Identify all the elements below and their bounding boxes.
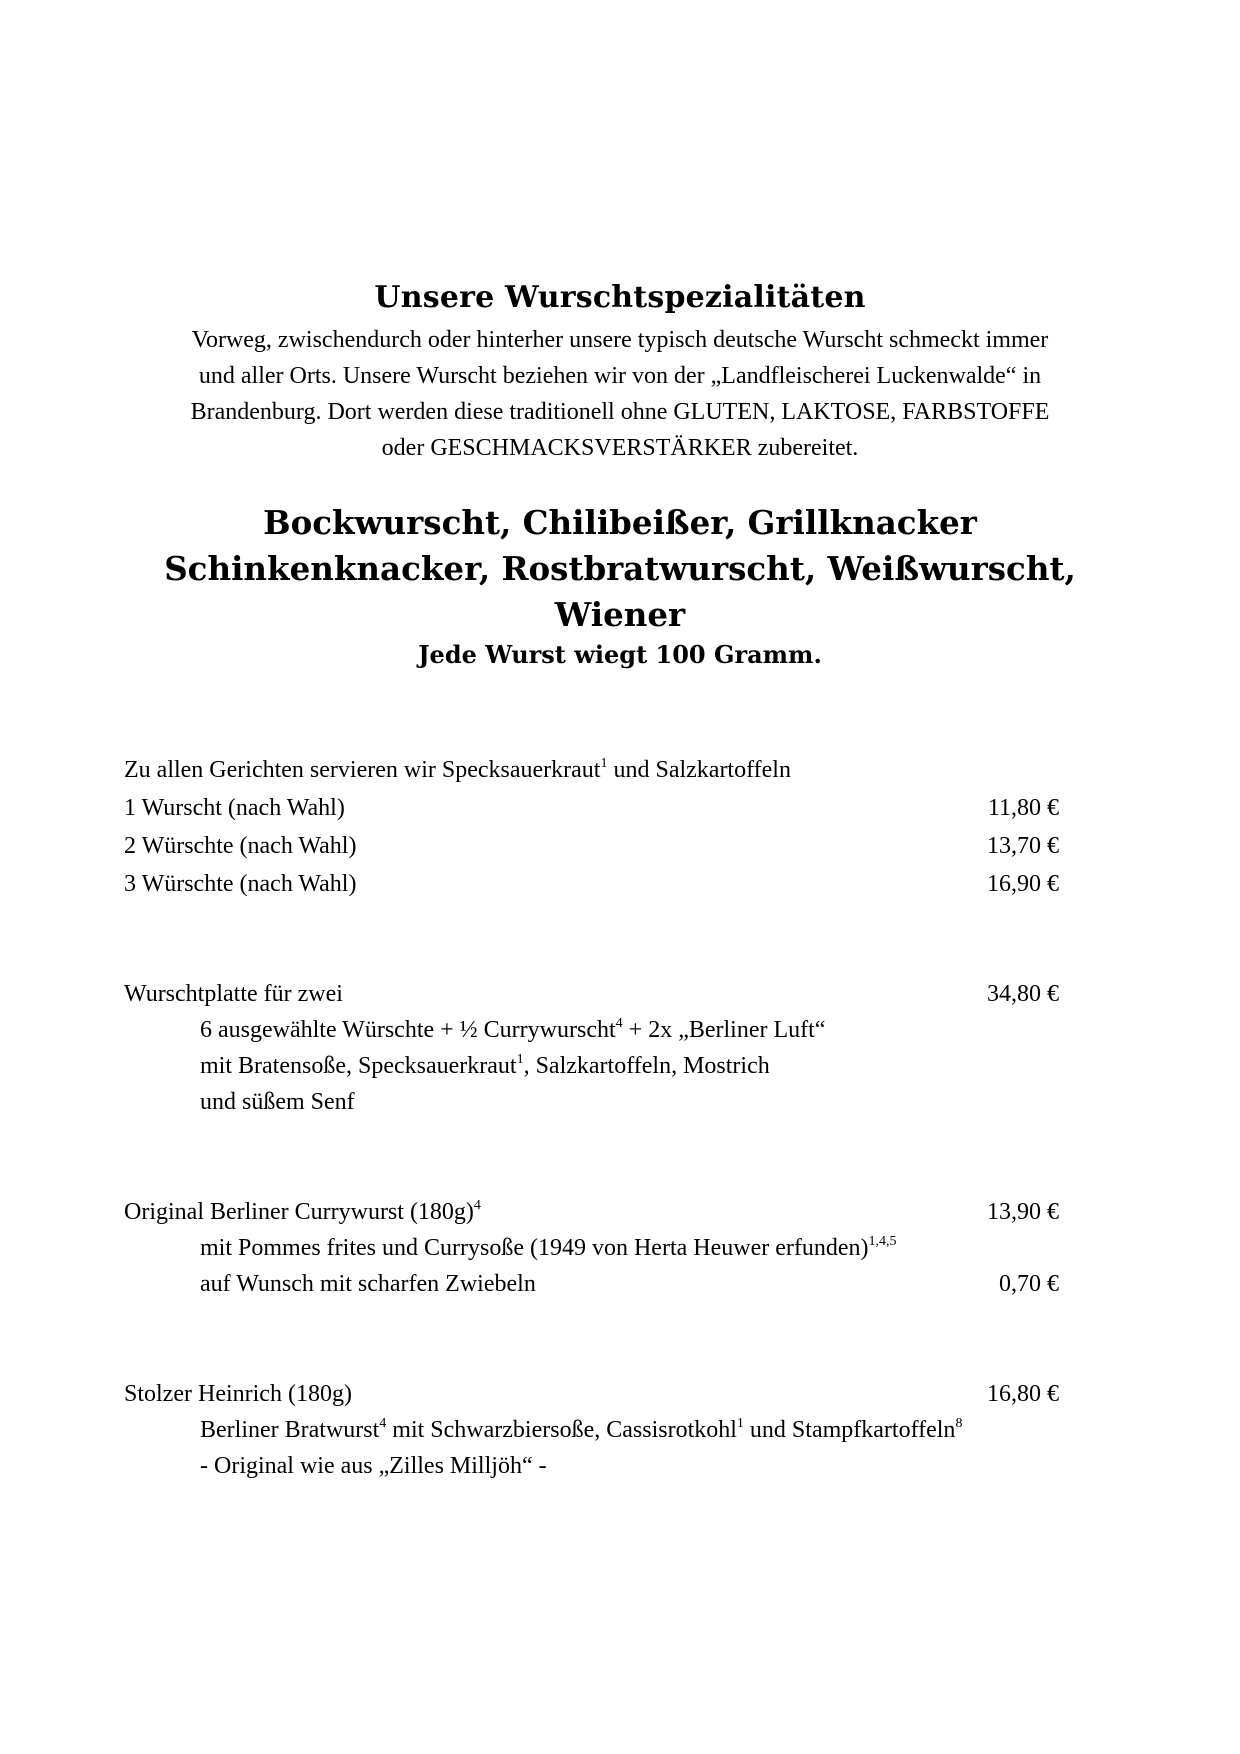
- item-description: mit Pommes frites und Currysoße (1949 von Herta Heuwer erfunden)$^{1,4,5}$: [200, 1234, 897, 1261]
- item-description: 6 ausgewählte Würschte + ½ Currywurscht$^4$ + 2x „Berliner Luft“: [200, 1016, 826, 1043]
- extra-label: auf Wunsch mit scharfen Zwiebeln: [200, 1271, 536, 1297]
- sausage-list: [0, 500, 1240, 638]
- item-label: Stolzer Heinrich (180g): [124, 1381, 352, 1407]
- intro-line: oder GESCHMACKSVERSTÄRKER zubereitet.: [381, 435, 859, 461]
- item-price: 13,90 €: [987, 1199, 1059, 1225]
- sausage-line: Schinkenknacker, Rostbratwurscht, Weißwurscht,: [164, 549, 1076, 588]
- sides-note-text: Zu allen Gerichten servieren wir Specksauerkraut$^1$ und Salzkartoffeln: [124, 756, 791, 783]
- section-title: Unsere Wurschtspezialitäten: [374, 280, 866, 315]
- item-price: 16,80 €: [987, 1381, 1059, 1407]
- sausage-line: Wiener: [554, 595, 686, 634]
- item-description: - Original wie aus „Zilles Milljöh“ -: [200, 1453, 547, 1479]
- extra-price: 0,70 €: [999, 1271, 1059, 1297]
- item-description: und süßem Senf: [200, 1089, 355, 1115]
- item-price: 11,80 €: [987, 795, 1059, 821]
- intro-paragraph: [120, 322, 1120, 466]
- item-price: 34,80 €: [987, 981, 1059, 1007]
- item-label: 3 Würschte (nach Wahl): [124, 871, 357, 897]
- item-description: mit Bratensoße, Specksauerkraut$^1$, Salzkartoffeln, Mostrich: [200, 1052, 770, 1079]
- item-label: Original Berliner Currywurst $(180g)^4$: [124, 1198, 481, 1225]
- item-price: 16,90 €: [987, 871, 1059, 897]
- item-label: Wurschtplatte für zwei: [124, 981, 343, 1007]
- menu-item-stolzer-heinrich: [124, 1376, 1059, 1412]
- item-extra-option: [200, 1266, 1059, 1302]
- item-description: Berliner Bratwurst$^4$ mit Schwarzbiersoße, Cassisrotkohl$^1$ und Stampfkartoffeln$^8$: [200, 1416, 963, 1443]
- menu-item-1-wurscht: [124, 790, 1059, 826]
- sides-note: [124, 752, 1059, 788]
- sausage-line: Bockwurscht, Chilibeißer, Grillknacker: [263, 503, 977, 542]
- weight-note: Jede Wurst wiegt 100 Gramm.: [418, 640, 822, 669]
- item-label: 1 Wurscht (nach Wahl): [124, 795, 345, 821]
- menu-item-wurschtplatte: [124, 976, 1059, 1012]
- menu-item-2-wurscht: [124, 828, 1059, 864]
- intro-line: Brandenburg. Dort werden diese traditionell ohne GLUTEN, LAKTOSE, FARBSTOFFE: [190, 399, 1050, 425]
- menu-item-currywurst: [124, 1194, 1059, 1230]
- menu-item-3-wurscht: [124, 866, 1059, 902]
- intro-line: Vorweg, zwischendurch oder hinterher unsere typisch deutsche Wurscht schmeckt immer: [191, 327, 1049, 353]
- item-price: 13,70 €: [987, 833, 1059, 859]
- item-label: 2 Würschte (nach Wahl): [124, 833, 357, 859]
- intro-line: und aller Orts. Unsere Wurscht beziehen wir von der „Landfleischerei Luckenwalde“ in: [198, 363, 1042, 389]
